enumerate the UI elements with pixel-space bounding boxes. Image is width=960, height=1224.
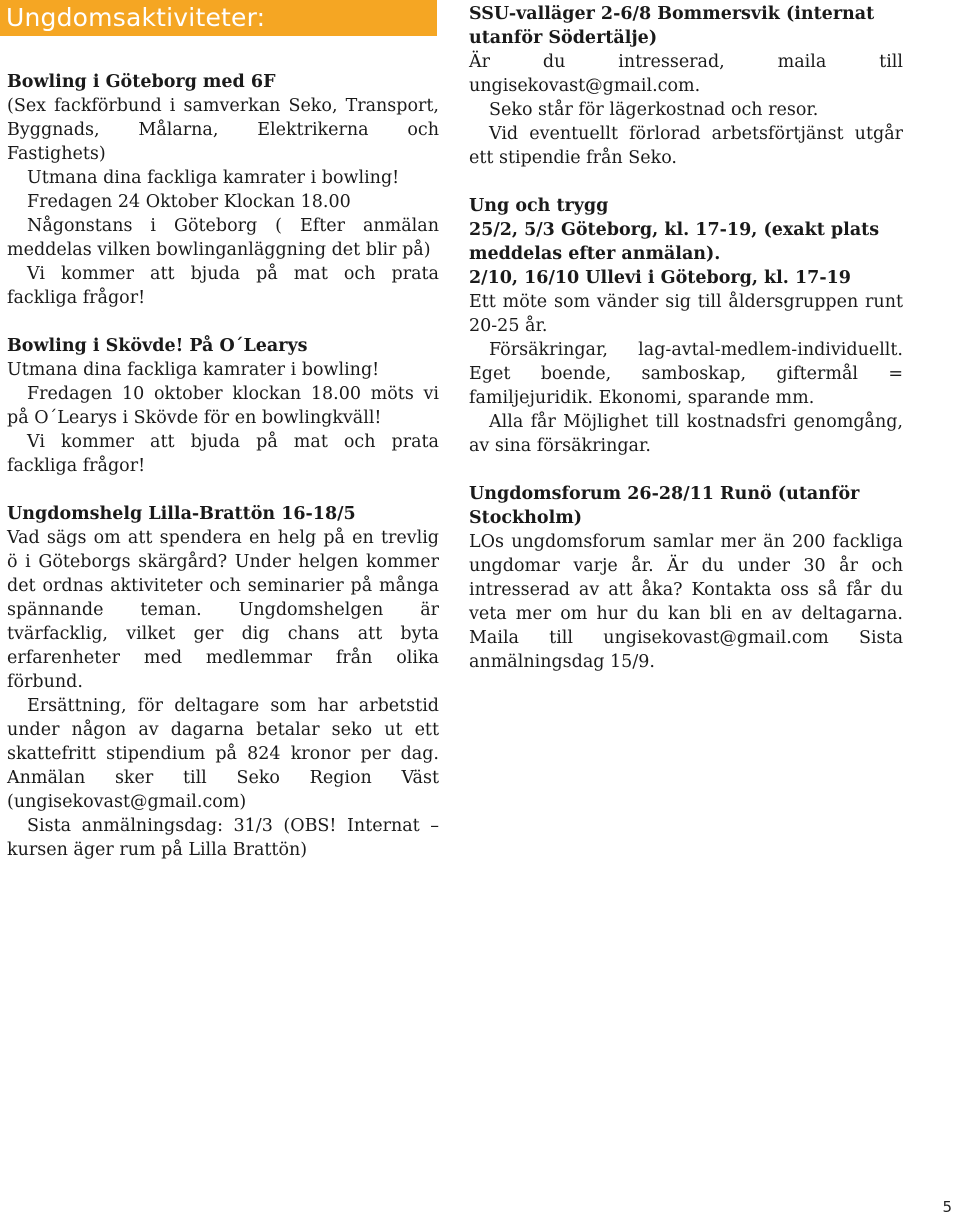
- section-bowling-goteborg: [7, 70, 439, 310]
- paragraph: Vad sägs om att spendera en helg på en trevlig ö i Göteborgs skärgård? Under helgen kommer det ordnas aktiviteter och seminarier på många spännande teman. Ungdomshelgen är tvärfacklig, vilket ger dig chans att byta erfarenheter med medlemmar från olika förbund.: [7, 528, 439, 692]
- page-number: 5: [942, 1198, 952, 1216]
- right-column: [469, 2, 903, 674]
- paragraph: Sista anmälningsdag: 31/3 (OBS! Internat – kursen äger rum på Lilla Brattön): [7, 816, 439, 860]
- section-heading: Ungdomshelg Lilla-Brattön 16-18/5: [7, 504, 356, 524]
- left-column: [7, 70, 439, 862]
- section-heading: Ung och trygg: [469, 196, 609, 216]
- paragraph: Utmana dina fackliga kamrater i bowling!: [7, 360, 380, 380]
- paragraph: Fredagen 24 Oktober Klockan 18.00: [27, 192, 351, 212]
- section-heading: SSU-valläger 2-6/8 Bommersvik (internat utanför Södertälje): [469, 4, 875, 48]
- section-heading: Bowling i Göteborg med 6F: [7, 72, 276, 92]
- page-title: Ungdomsaktiviteter:: [0, 0, 437, 36]
- section-ungdomshelg: [7, 502, 439, 862]
- paragraph: (Sex fackförbund i samverkan Seko, Transport, Byggnads, Målarna, Elektrikerna och Fastighets): [7, 96, 439, 164]
- section-heading: Bowling i Skövde! På O´Learys: [7, 336, 308, 356]
- paragraph: LOs ungdomsforum samlar mer än 200 fackliga ungdomar varje år. Är du under 30 år och intresserad av att åka? Kontakta oss så får du veta mer om hur du kan bli en av deltagarna. Maila till ungisekovast@gmail.com Sista anmälningsdag 15/9.: [469, 532, 903, 672]
- paragraph: Utmana dina fackliga kamrater i bowling!: [27, 168, 400, 188]
- section-ungdomsforum: [469, 482, 903, 674]
- paragraph: Försäkringar, lag-avtal-medlem-individuellt. Eget boende, samboskap, giftermål = familjejuridik. Ekonomi, sparande mm.: [469, 340, 903, 408]
- section-subheading: 25/2, 5/3 Göteborg, kl. 17-19, (exakt plats meddelas efter anmälan).: [469, 220, 880, 264]
- section-subheading: 2/10, 16/10 Ullevi i Göteborg, kl. 17-19: [469, 268, 851, 288]
- section-bowling-skovde: [7, 334, 439, 478]
- paragraph: Seko står för lägerkostnad och resor.: [489, 100, 819, 120]
- paragraph: Alla får Möjlighet till kostnadsfri genomgång, av sina försäkringar.: [469, 412, 903, 456]
- section-ssu-vallager: [469, 2, 903, 170]
- paragraph: Vid eventuellt förlorad arbetsförtjänst utgår ett stipendie från Seko.: [469, 124, 903, 168]
- paragraph: Ett möte som vänder sig till åldersgruppen runt 20-25 år.: [469, 292, 903, 336]
- section-ung-och-trygg: [469, 194, 903, 458]
- paragraph: Någonstans i Göteborg ( Efter anmälan meddelas vilken bowlinganläggning det blir på): [7, 216, 439, 260]
- paragraph: Ersättning, för deltagare som har arbetstid under någon av dagarna betalar seko ut ett skattefritt stipendium på 824 kronor per dag. Anmälan sker till Seko Region Väst (ungisekovast@gmail.com): [7, 696, 439, 812]
- paragraph: Vi kommer att bjuda på mat och prata fackliga frågor!: [7, 432, 439, 476]
- section-heading: Ungdomsforum 26-28/11 Runö (utanför Stockholm): [469, 484, 860, 528]
- paragraph: Vi kommer att bjuda på mat och prata fackliga frågor!: [7, 264, 439, 308]
- paragraph: Är du intresserad, maila till ungisekovast@gmail.com.: [469, 52, 903, 96]
- paragraph: Fredagen 10 oktober klockan 18.00 möts vi på O´Learys i Skövde för en bowlingkväll!: [7, 384, 439, 428]
